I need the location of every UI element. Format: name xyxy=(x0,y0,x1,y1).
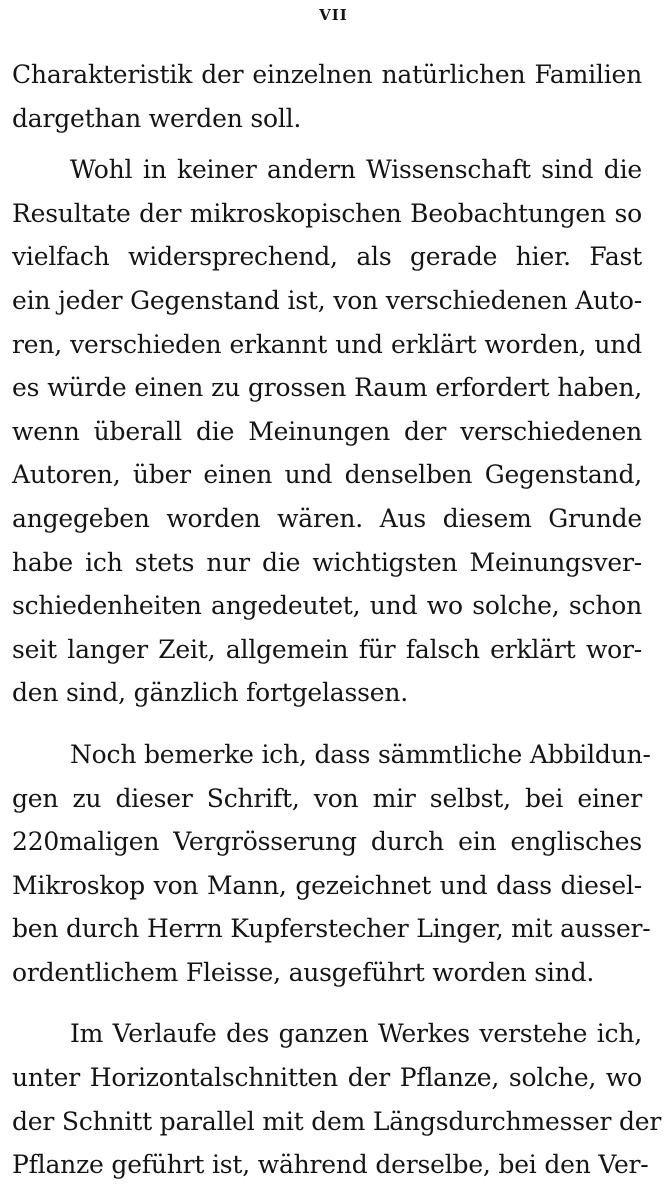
text-line: unter Horizontalschnitten der Pflanze, solche, wo xyxy=(12,1063,642,1093)
text-line: angegeben worden wären. Aus diesem Grunde xyxy=(12,503,642,533)
text-line: schiedenheiten angedeutet, und wo solche, schon xyxy=(12,591,642,621)
text-line: Pflanze geführt ist, während derselbe, bei den Ver- xyxy=(12,1150,649,1180)
text-line: gen zu dieser Schrift, von mir selbst, bei einer xyxy=(12,783,642,813)
text-line: Wohl in keiner andern Wissenschaft sind die xyxy=(70,155,642,185)
body-text xyxy=(12,53,662,1187)
text-line: dargethan werden soll. xyxy=(12,103,302,133)
text-line: ein jeder Gegenstand ist, von verschiedenen Auto- xyxy=(12,285,642,315)
text-line: habe ich stets nur die wichtigsten Meinungsver- xyxy=(12,547,642,577)
text-line: 220maligen Vergrösserung durch ein englisches xyxy=(12,827,642,857)
text-line: Im Verlaufe des ganzen Werkes verstehe ich, xyxy=(70,1019,642,1049)
text-line: Autoren, über einen und denselben Gegenstand, xyxy=(12,460,642,490)
text-line: der Schnitt parallel mit dem Längsdurchmesser der xyxy=(12,1106,662,1136)
paragraph-gap xyxy=(12,994,642,1012)
text-line: seit langer Zeit, allgemein für falsch erklärt wor- xyxy=(12,634,642,664)
page-number: VII xyxy=(319,6,348,24)
text-line: Charakteristik der einzelnen natürlichen Familien xyxy=(12,60,642,89)
text-line: ren, verschieden erkannt und erklärt worden, und xyxy=(12,329,642,359)
text-line: Noch bemerke ich, dass sämmtliche Abbildun- xyxy=(70,739,651,769)
text-line: den sind, gänzlich fortgelassen. xyxy=(12,678,408,708)
text-line: wenn überall die Meinungen der verschiedenen xyxy=(12,416,642,446)
text-line: Resultate der mikroskopischen Beobachtungen so xyxy=(12,198,642,228)
text-line: Mikroskop von Mann, gezeichnet und dass diesel- xyxy=(12,870,642,900)
paragraph-gap xyxy=(12,140,642,148)
text-line: ben durch Herrn Kupferstecher Linger, mit ausser- xyxy=(12,914,651,944)
text-line: vielfach widersprechend, als gerade hier. Fast xyxy=(12,242,642,272)
text-line: es würde einen zu grossen Raum erfordert haben, xyxy=(12,373,642,403)
paragraph-gap xyxy=(12,715,642,733)
text-line: ordentlichem Fleisse, ausgeführt worden sind. xyxy=(12,957,595,987)
